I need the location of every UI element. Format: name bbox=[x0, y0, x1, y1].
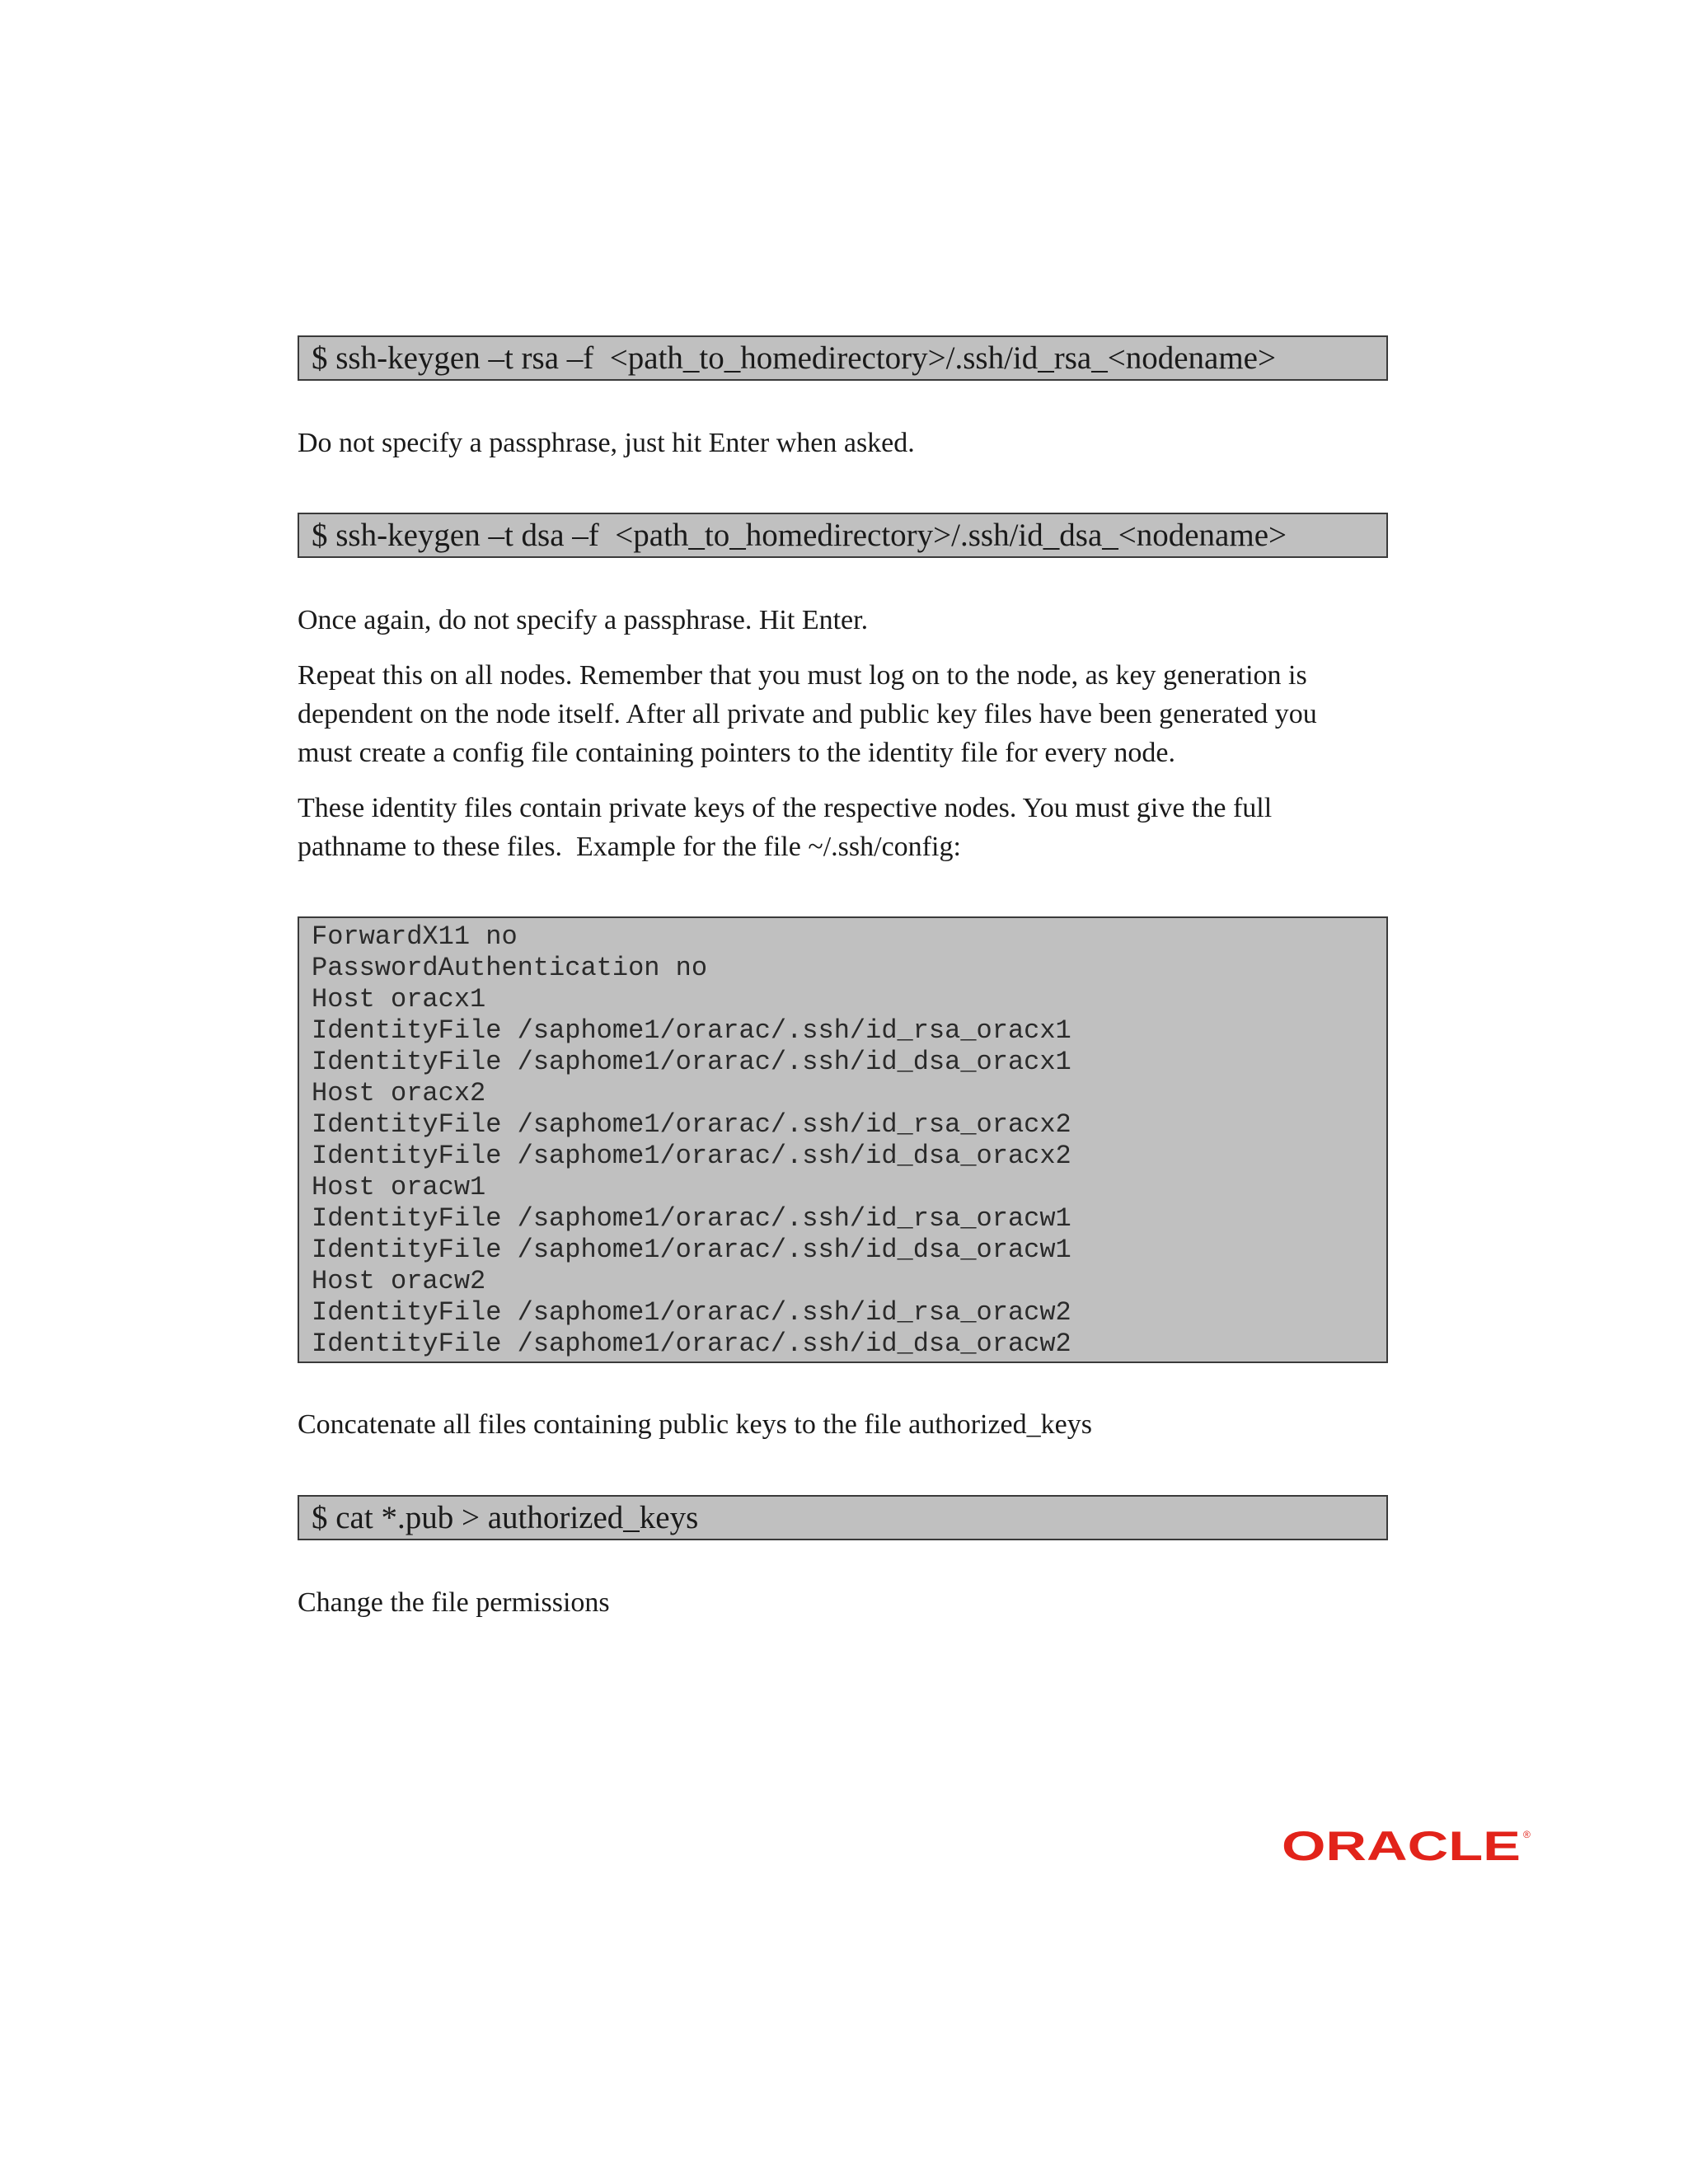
config-line: ForwardX11 no bbox=[312, 921, 518, 952]
oracle-logo bbox=[1282, 1826, 1533, 1864]
repeat-instructions-paragraph bbox=[298, 656, 1402, 772]
repeat-line: Repeat this on all nodes. Remember that you must log on to the node, as key generation is bbox=[298, 660, 1307, 691]
once-again-text: Once again, do not specify a passphrase. Hit Enter. bbox=[298, 605, 869, 635]
config-line: Host oracx2 bbox=[312, 1078, 486, 1108]
config-line: IdentityFile /saphome1/orarac/.ssh/id_rsa_oracx2 bbox=[312, 1109, 1071, 1140]
change-permissions-text: Change the file permissions bbox=[298, 1587, 610, 1618]
identity-line: These identity files contain private keys of the respective nodes. You must give the full bbox=[298, 793, 1273, 823]
config-line: IdentityFile /saphome1/orarac/.ssh/id_rsa_oracx1 bbox=[312, 1015, 1071, 1046]
config-line: IdentityFile /saphome1/orarac/.ssh/id_dsa_oracx1 bbox=[312, 1047, 1071, 1077]
config-line: IdentityFile /saphome1/orarac/.ssh/id_rsa_oracw2 bbox=[312, 1297, 1071, 1328]
concatenate-text: Concatenate all files containing public keys to the file authorized_keys bbox=[298, 1409, 1092, 1440]
config-line: IdentityFile /saphome1/orarac/.ssh/id_dsa_oracw1 bbox=[312, 1235, 1071, 1265]
repeat-line: dependent on the node itself. After all private and public key files have been generated you bbox=[298, 699, 1317, 729]
no-passphrase-text: Do not specify a passphrase, just hit Enter when asked. bbox=[298, 428, 915, 458]
identity-files-paragraph bbox=[298, 789, 1402, 866]
dsa-keygen-command: $ ssh-keygen –t dsa –f <path_to_homedirectory>/.ssh/id_dsa_<nodename> bbox=[298, 513, 1388, 558]
config-line: IdentityFile /saphome1/orarac/.ssh/id_dsa_oracx2 bbox=[312, 1141, 1071, 1171]
config-line: IdentityFile /saphome1/orarac/.ssh/id_dsa_oracw2 bbox=[312, 1329, 1071, 1359]
rsa-keygen-command: $ ssh-keygen –t rsa –f <path_to_homedirectory>/.ssh/id_rsa_<nodename> bbox=[298, 335, 1388, 381]
oracle-wordmark: ORACLE bbox=[1282, 1826, 1521, 1864]
cat-pub-command: $ cat *.pub > authorized_keys bbox=[298, 1495, 1388, 1540]
identity-line: pathname to these files. Example for the file ~/.ssh/config: bbox=[298, 832, 961, 862]
config-line: Host oracx1 bbox=[312, 984, 486, 1015]
ssh-config-example bbox=[298, 916, 1388, 1363]
registered-mark: ® bbox=[1523, 1829, 1531, 1840]
config-line: Host oracw2 bbox=[312, 1266, 486, 1296]
repeat-line: must create a config file containing pointers to the identity file for every node. bbox=[298, 738, 1175, 768]
config-line: PasswordAuthentication no bbox=[312, 953, 708, 983]
config-line: Host oracw1 bbox=[312, 1172, 486, 1202]
config-line: IdentityFile /saphome1/orarac/.ssh/id_rsa_oracw1 bbox=[312, 1203, 1071, 1234]
